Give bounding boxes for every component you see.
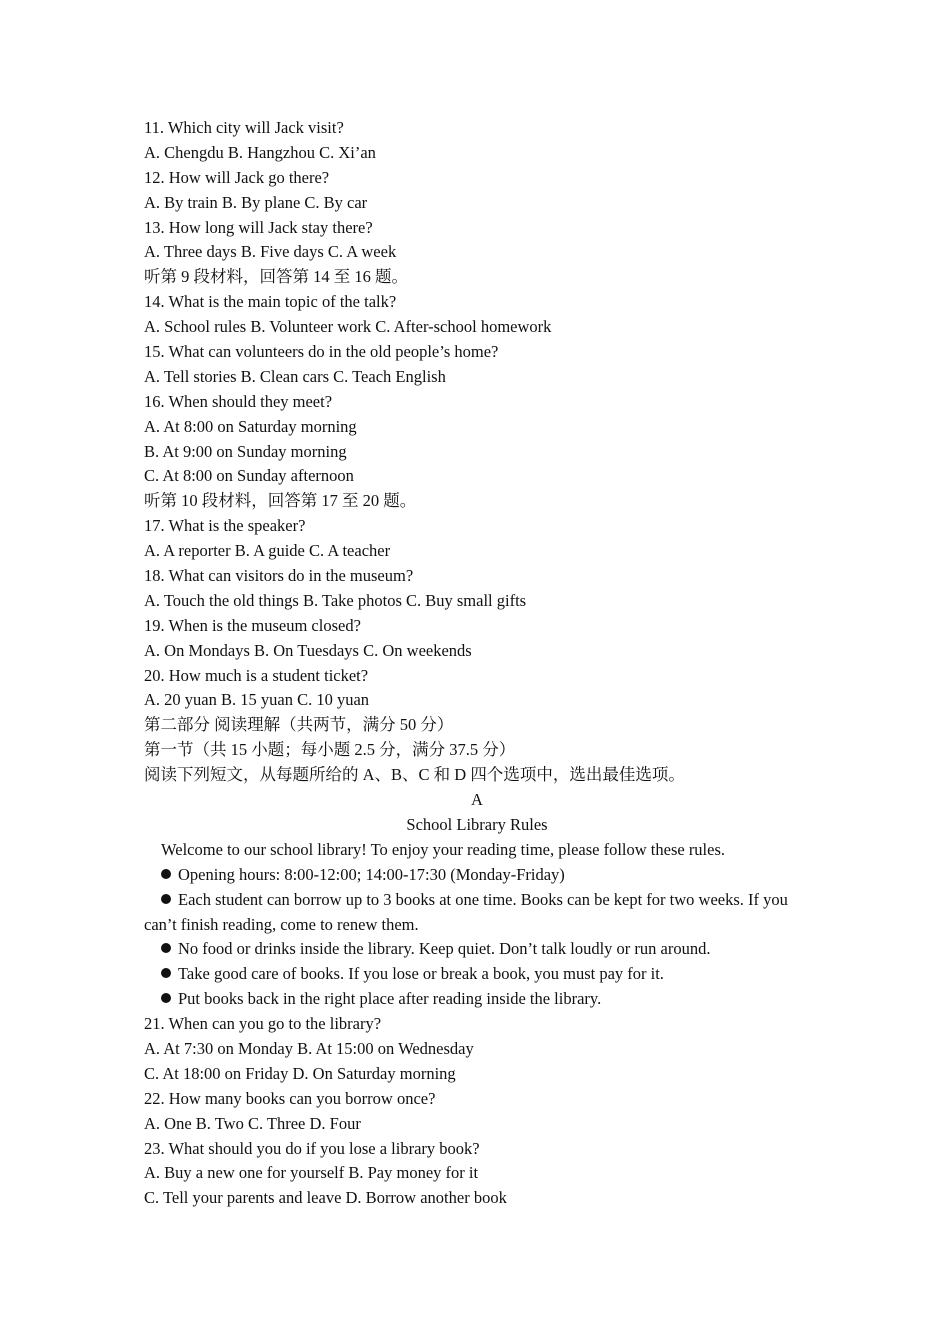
- text-line: 15. What can volunteers do in the old people’s home?: [144, 342, 499, 362]
- answer-options: A. One B. Two C. Three D. Four: [144, 1113, 361, 1133]
- bullet-icon: [161, 894, 171, 904]
- section-heading: 第一节（共 15 小题；每小题 2.5 分，满分 37.5 分）: [144, 740, 516, 760]
- text-line: 14. What is the main topic of the talk?: [144, 292, 397, 312]
- section-instruction: 听第 9 段材料，回答第 14 至 16 题。: [144, 267, 408, 287]
- text-line: 11. Which city will Jack visit?: [144, 118, 344, 137]
- question-text: 21. When can you go to the library?: [144, 1014, 382, 1034]
- text-line: A. 20 yuan B. 15 yuan C. 10 yuan: [144, 690, 370, 710]
- text-line: A. School rules B. Volunteer work C. After-school homework: [144, 317, 552, 337]
- bullet-icon: [161, 968, 171, 978]
- text-line: A. By train B. By plane C. By car: [144, 192, 368, 212]
- text-line: A. At 8:00 on Saturday morning: [144, 416, 357, 436]
- question-text: 23. What should you do if you lose a library book?: [144, 1138, 480, 1158]
- reading-questions: [144, 1012, 810, 1211]
- rule-item: [144, 937, 810, 962]
- rule-item: [144, 987, 810, 1012]
- text-line: A. Touch the old things B. Take photos C. Buy small gifts: [144, 590, 527, 610]
- listening-section: [144, 116, 810, 788]
- text-line: 16. When should they meet?: [144, 391, 333, 411]
- rule-text: Each student can borrow up to 3 books at one time. Books can be kept for two weeks. If you can’t finish reading, come to renew them.: [144, 889, 788, 934]
- rule-item: [144, 888, 810, 938]
- section-instruction: 阅读下列短文，从每题所给的 A、B、C 和 D 四个选项中，选出最佳选项。: [144, 765, 685, 785]
- text-line: 18. What can visitors do in the museum?: [144, 566, 414, 586]
- text-line: 20. How much is a student ticket?: [144, 665, 369, 685]
- answer-options: C. At 18:00 on Friday D. On Saturday morning: [144, 1063, 456, 1083]
- bullet-icon: [161, 869, 171, 879]
- text-line: 19. When is the museum closed?: [144, 615, 361, 635]
- text-line: 17. What is the speaker?: [144, 516, 306, 536]
- rule-text: Opening hours: 8:00-12:00; 14:00-17:30 (Monday-Friday): [178, 864, 565, 884]
- text-line: A. A reporter B. A guide C. A teacher: [144, 541, 391, 561]
- answer-options: A. At 7:30 on Monday B. At 15:00 on Wednesday: [144, 1038, 474, 1058]
- answer-options: A. Buy a new one for yourself B. Pay money for it: [144, 1163, 479, 1183]
- reading-passage: [144, 788, 810, 1012]
- section-instruction: 听第 10 段材料，回答第 17 至 20 题。: [144, 491, 417, 511]
- page-content: [144, 116, 810, 1211]
- text-line: 12. How will Jack go there?: [144, 167, 330, 187]
- passage-title: School Library Rules: [406, 814, 548, 834]
- rule-text: Take good care of books. If you lose or break a book, you must pay for it.: [178, 964, 664, 984]
- text-line: A. Chengdu B. Hangzhou C. Xi’an: [144, 142, 376, 162]
- bullet-icon: [161, 993, 171, 1003]
- passage-intro: Welcome to our school library! To enjoy your reading time, please follow these rules.: [161, 839, 726, 859]
- bullet-icon: [161, 943, 171, 953]
- rule-text: No food or drinks inside the library. Keep quiet. Don’t talk loudly or run around.: [178, 939, 711, 959]
- rule-text: Put books back in the right place after reading inside the library.: [178, 989, 602, 1009]
- rule-item: [144, 863, 810, 888]
- text-line: B. At 9:00 on Sunday morning: [144, 441, 347, 461]
- part-heading: 第二部分 阅读理解（共两节，满分 50 分）: [144, 715, 454, 735]
- text-line: A. Three days B. Five days C. A week: [144, 242, 397, 262]
- text-line: 13. How long will Jack stay there?: [144, 217, 373, 237]
- passage-letter: A: [471, 790, 483, 810]
- rule-item: [144, 962, 810, 987]
- text-line: C. At 8:00 on Sunday afternoon: [144, 466, 354, 486]
- text-line: A. On Mondays B. On Tuesdays C. On weekends: [144, 640, 472, 660]
- answer-options: C. Tell your parents and leave D. Borrow another book: [144, 1188, 507, 1208]
- question-text: 22. How many books can you borrow once?: [144, 1088, 436, 1108]
- text-line: A. Tell stories B. Clean cars C. Teach English: [144, 366, 446, 386]
